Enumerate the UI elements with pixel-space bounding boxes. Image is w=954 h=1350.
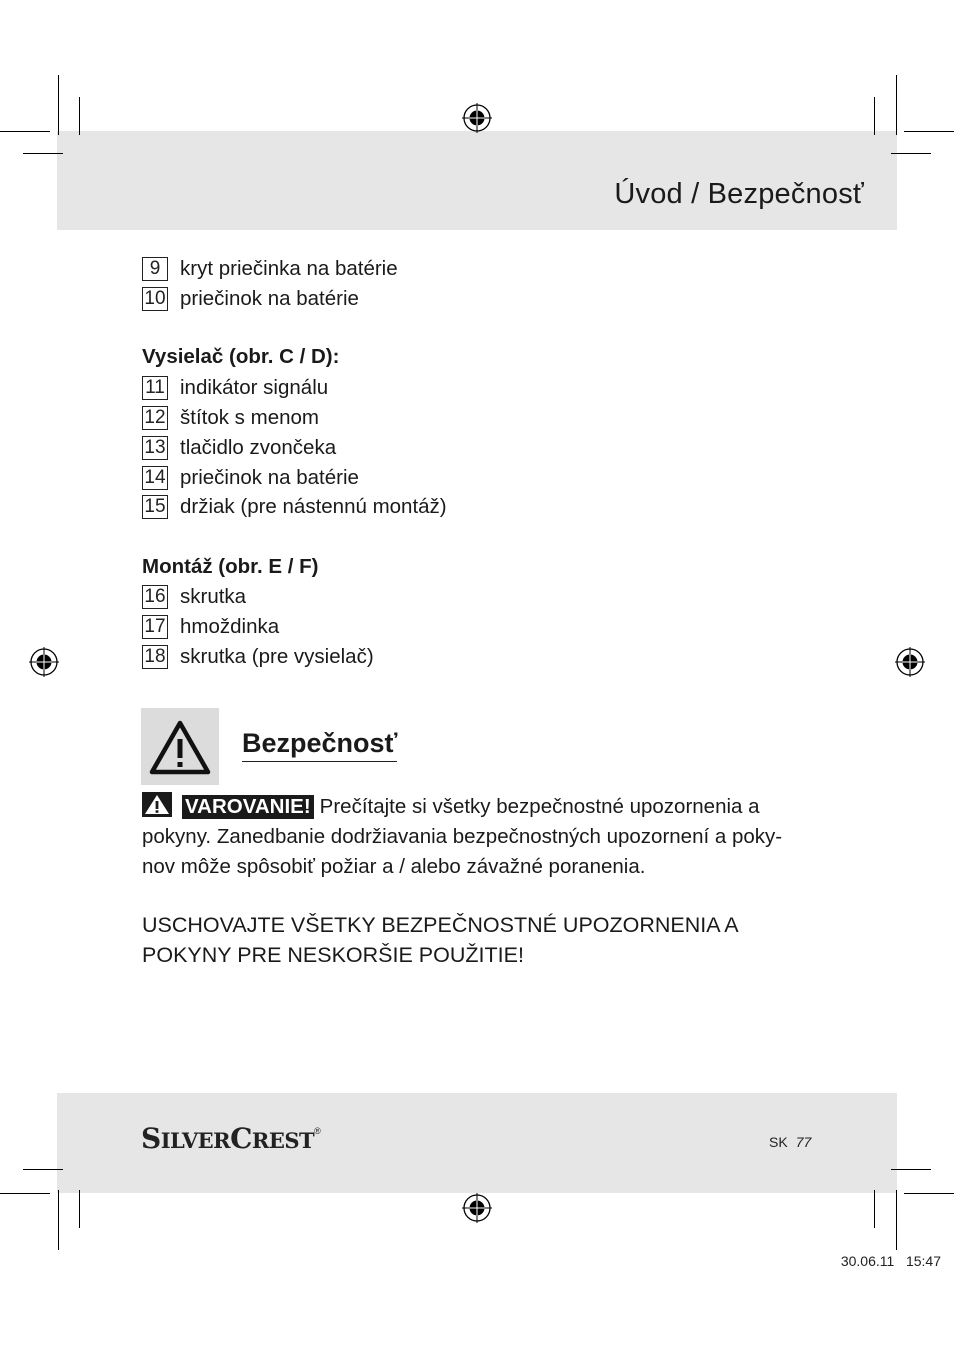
section-title: Bezpečnosť	[242, 728, 397, 762]
page-info	[769, 1134, 811, 1150]
warning-label: VAROVANIE!	[182, 795, 314, 819]
item-label: indikátor signálu	[180, 376, 329, 399]
registration-mark-icon	[462, 103, 492, 133]
silvercrest-logo: SILVERCREST®	[141, 1122, 321, 1155]
page-number: 77	[795, 1134, 812, 1150]
crop-mark	[874, 97, 875, 135]
crop-mark	[0, 1193, 50, 1194]
keep-instructions-line: POKYNY PRE NESKORŠIE POUŽITIE!	[142, 943, 524, 967]
item-label: hmoždinka	[180, 615, 280, 638]
language-code: SK	[769, 1134, 788, 1150]
crop-mark	[79, 97, 80, 135]
crop-mark	[58, 1190, 59, 1250]
list-item	[142, 375, 328, 401]
warning-text: Prečítajte si všetky bezpečnostné upozornenia a	[319, 795, 760, 818]
list-item	[142, 435, 336, 461]
page-title: Úvod / Bezpečnosť	[614, 178, 864, 210]
registration-mark-icon	[895, 647, 925, 677]
list-item	[142, 286, 359, 312]
print-timestamp: 30.06.11 15:47	[840, 1253, 941, 1269]
list-item	[142, 465, 359, 491]
item-number: 13	[142, 436, 168, 460]
item-label: kryt priečinka na batérie	[180, 257, 398, 280]
warning-paragraph-line: pokyny. Zanedbanie dodržiavania bezpečnostných upozornení a poky-	[142, 825, 783, 848]
keep-instructions-line: USCHOVAJTE VŠETKY BEZPEČNOSTNÉ UPOZORNENIA A	[142, 913, 739, 937]
item-label: držiak (pre nástennú montáž)	[180, 495, 447, 518]
item-label: priečinok na batérie	[180, 287, 359, 310]
item-number: 11	[142, 376, 168, 400]
crop-mark	[58, 75, 59, 135]
crop-mark	[0, 131, 50, 132]
list-item	[142, 644, 374, 670]
crop-mark	[904, 1193, 954, 1194]
crop-mark	[896, 1190, 897, 1250]
crop-mark	[891, 153, 931, 154]
list-item	[142, 256, 398, 282]
list-item	[142, 494, 447, 520]
crop-mark	[904, 131, 954, 132]
item-number: 14	[142, 466, 168, 490]
crop-mark	[874, 1190, 875, 1228]
warning-paragraph-line: nov môže spôsobiť požiar a / alebo závažné poranenia.	[142, 855, 646, 878]
warning-triangle-icon	[142, 792, 172, 817]
registration-mark-icon	[462, 1193, 492, 1223]
item-number: 9	[142, 257, 168, 281]
warning-paragraph-line	[142, 792, 760, 822]
mounting-heading: Montáž (obr. E / F)	[142, 555, 319, 578]
item-number: 17	[142, 615, 168, 639]
crop-mark	[79, 1190, 80, 1228]
item-number: 15	[142, 495, 168, 519]
crop-mark	[23, 153, 63, 154]
list-item	[142, 405, 319, 431]
item-number: 10	[142, 287, 168, 311]
item-label: skrutka (pre vysielač)	[180, 645, 374, 668]
transmitter-heading: Vysielač (obr. C / D):	[142, 345, 340, 368]
item-number: 18	[142, 645, 168, 669]
warning-box	[141, 708, 219, 785]
list-item	[142, 584, 246, 610]
list-item	[142, 614, 279, 640]
item-label: priečinok na batérie	[180, 466, 359, 489]
registration-mark-icon	[29, 647, 59, 677]
item-label: tlačidlo zvončeka	[180, 436, 337, 459]
item-label: štítok s menom	[180, 406, 319, 429]
item-label: skrutka	[180, 585, 247, 608]
warning-triangle-icon	[141, 708, 219, 785]
item-number: 12	[142, 406, 168, 430]
item-number: 16	[142, 585, 168, 609]
crop-mark	[891, 1169, 931, 1170]
crop-mark	[23, 1169, 63, 1170]
crop-mark	[896, 75, 897, 135]
